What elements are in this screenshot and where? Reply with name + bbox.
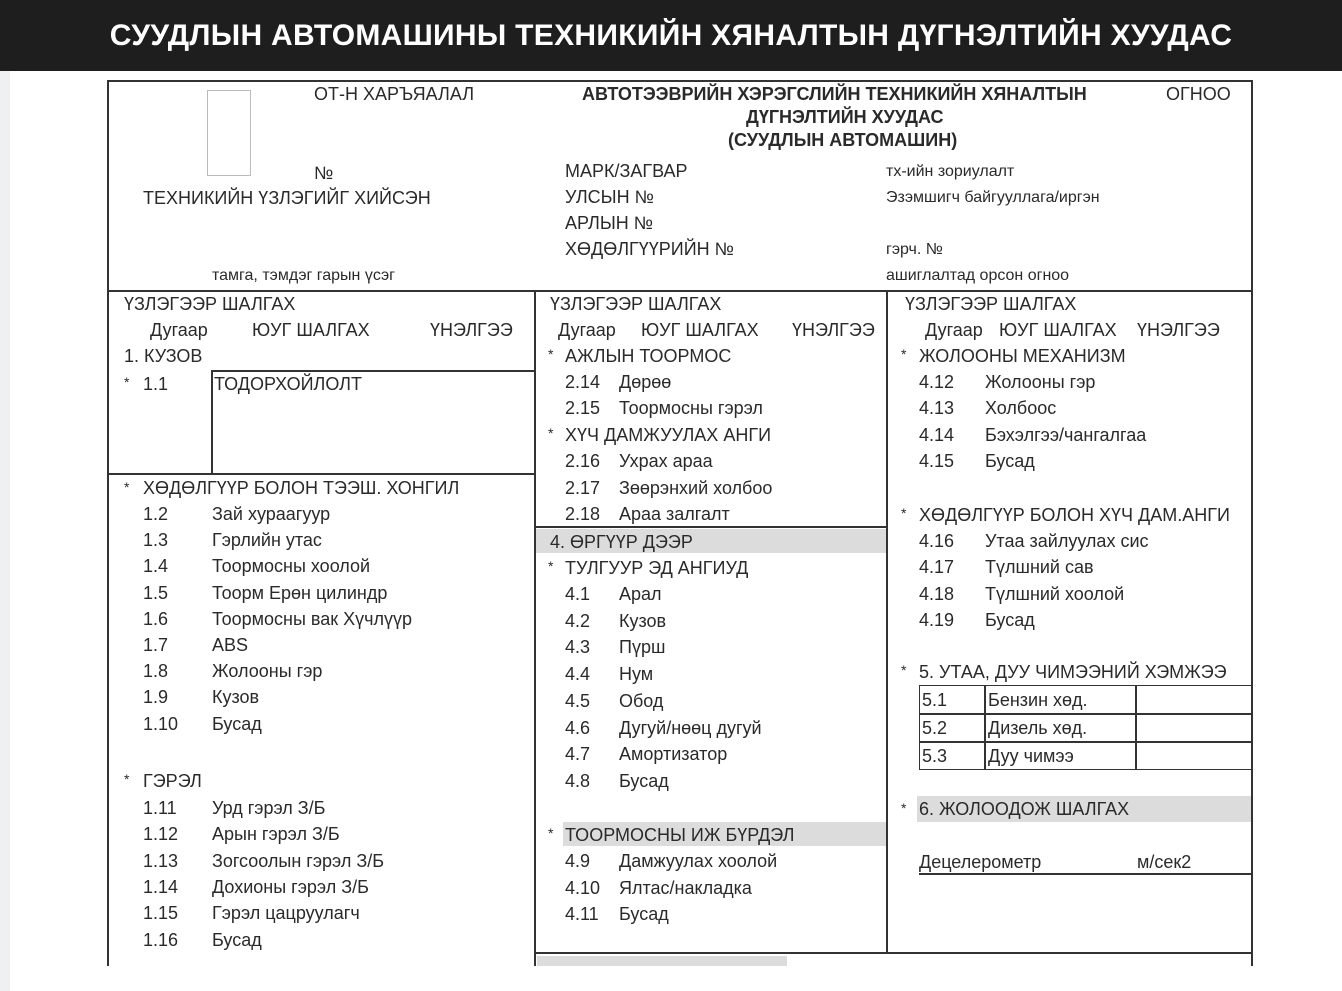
- section-engine-drive: ХӨДӨЛГҮҮР БОЛОН ХҮЧ ДАМ.АНГИ: [919, 505, 1230, 525]
- item-number: 4.14: [919, 424, 955, 445]
- item-number: 4.2: [565, 610, 591, 631]
- section-body: 1. КУЗОВ: [124, 346, 203, 366]
- item-number: 1.8: [143, 661, 169, 682]
- item-label: Кузов: [212, 687, 260, 708]
- star-1-1: *: [124, 374, 130, 390]
- inspected-by-label: ТЕХНИКИЙН ҮЗЛЭГИЙГ ХИЙСЭН: [143, 188, 431, 208]
- item-number: 1.11: [143, 798, 177, 818]
- engine-number-label: ХӨДӨЛГҮҮРИЙН №: [565, 239, 734, 259]
- item-label: Дөрөө: [619, 372, 672, 392]
- seal-label: тамга, тэмдэг гарын үсэг: [212, 267, 396, 284]
- col1-section-rule: [107, 473, 535, 475]
- item-label: Жолооны гэр: [212, 661, 323, 682]
- item-number: 1.16: [143, 929, 179, 950]
- item-label: ТОДОРХОЙЛОЛТ: [214, 374, 362, 394]
- item-number: 1.10: [143, 713, 179, 734]
- emissions-col-rule-1: [984, 685, 986, 770]
- item-label: Бензин хөд.: [988, 690, 1088, 710]
- date-label: ОГНОО: [1166, 84, 1231, 104]
- item-number: 2.15: [565, 398, 601, 418]
- item-number: 4.7: [565, 744, 591, 765]
- section-brake-system: ТООРМОСНЫ ИЖ БҮРДЭЛ: [565, 825, 795, 845]
- item-label: Бусад: [619, 770, 669, 791]
- star-engine-drive: *: [901, 505, 907, 521]
- decelerometer-rule: [919, 873, 1253, 875]
- col1-score-header: ҮНЭЛГЭЭ: [430, 320, 513, 340]
- star-emissions: *: [901, 662, 907, 678]
- star-parking: *: [548, 346, 554, 362]
- item-label: Ухрах араа: [619, 451, 713, 471]
- item-number: 4.9: [565, 851, 591, 871]
- plate-number-label: УЛСЫН №: [565, 187, 654, 207]
- col2-number-header: Дугаар: [558, 320, 616, 340]
- decelerometer-label: Децелерометр: [919, 852, 1042, 872]
- emissions-row-rule-2: [919, 741, 1253, 743]
- item-number: 1.14: [143, 876, 179, 897]
- item-label: Бусад: [619, 904, 669, 924]
- item-label: Тоормосны гэрэл: [619, 398, 763, 418]
- item-label: Кузов: [619, 610, 667, 631]
- item-number: 1.7: [143, 635, 169, 655]
- decelerometer-unit: м/сек2: [1137, 852, 1192, 872]
- col-divider-1: [534, 290, 536, 966]
- item-number: 2.18: [565, 504, 601, 524]
- form-right-border: [1251, 80, 1253, 966]
- col2-what-header: ЮУГ ШАЛГАХ: [641, 320, 759, 340]
- item-number: 1.3: [143, 530, 169, 551]
- star-lights: *: [124, 771, 130, 787]
- star-drive-test: *: [901, 800, 907, 816]
- item-label: Арал: [619, 584, 662, 604]
- item-label: ABS: [212, 635, 249, 655]
- item-label: Жолооны гэр: [985, 372, 1096, 392]
- item-label: Нум: [619, 664, 654, 685]
- item-number: 1.13: [143, 850, 179, 871]
- item-label: Зөөрэнхий холбоо: [619, 477, 773, 498]
- item-number: 1.2: [143, 504, 169, 524]
- section-transmission: ХҮЧ ДАМЖУУЛАХ АНГИ: [565, 425, 772, 445]
- item-number: 1.6: [143, 608, 169, 629]
- photo-placeholder: [207, 90, 251, 176]
- col-divider-2: [886, 290, 888, 954]
- item-label: Дамжуулах хоолой: [619, 851, 778, 871]
- item-number: 1.9: [143, 687, 169, 708]
- emissions-row-rule-1: [919, 713, 1253, 715]
- col2-bottom-rule: [534, 952, 1253, 954]
- form-left-border: [107, 80, 109, 966]
- item-label: Пүрш: [619, 637, 666, 658]
- item-label: Бусад: [212, 929, 262, 950]
- left-margin: [0, 71, 10, 991]
- item-label: Утаа зайлуулах сис: [985, 531, 1149, 551]
- form-title-line3: (СУУДЛЫН АВТОМАШИН): [728, 130, 958, 150]
- col3-number-header: Дугаар: [925, 320, 983, 340]
- item-label: Араа залгалт: [619, 504, 730, 524]
- item-number: 4.16: [919, 531, 955, 551]
- page-title: СУУДЛЫН АВТОМАШИНЫ ТЕХНИКИЙН ХЯНАЛТЫН ДҮГНЭЛТИЙН ХУУДАС: [0, 0, 1342, 71]
- item-number: 5.1: [922, 690, 948, 710]
- item-label: Бэхэлгээ/чангалгаа: [985, 424, 1147, 445]
- item-label: Тоормосны хоолой: [212, 556, 371, 577]
- star-brake: *: [548, 825, 554, 841]
- form-title-line2: ДҮГНЭЛТИЙН ХУУДАС: [746, 107, 944, 127]
- item-label: Түлшний сав: [985, 557, 1094, 578]
- item-number: 4.10: [565, 877, 601, 898]
- col1-number-header: Дугаар: [150, 320, 208, 340]
- chassis-number-label: АРЛЫН №: [565, 213, 654, 233]
- service-date-label: ашиглалтад орсон огноо: [886, 267, 1070, 284]
- number-label: №: [314, 163, 334, 183]
- section-parking-brake: АЖЛЫН ТООРМОС: [565, 346, 732, 366]
- item-label: Холбоос: [985, 398, 1057, 419]
- item-number: 1.5: [143, 582, 169, 603]
- bottom-shade: [537, 956, 787, 966]
- header-divider: [107, 290, 1253, 292]
- item-label: Зогсоолын гэрэл З/Б: [212, 850, 385, 871]
- item-label: Дугуй/нөөц дугуй: [619, 717, 762, 738]
- item-number: 1.15: [143, 903, 179, 924]
- item-label: Бусад: [985, 609, 1035, 630]
- item-number: 4.11: [565, 904, 599, 924]
- owner-label: Эзэмшигч байгууллага/иргэн: [886, 189, 1100, 206]
- section-engine: ХӨДӨЛГҮҮР БОЛОН ТЭЭШ. ХОНГИЛ: [143, 478, 460, 498]
- item-number: 4.18: [919, 583, 955, 604]
- make-model-label: МАРК/ЗАГВАР: [565, 161, 688, 181]
- star-steering: *: [901, 346, 907, 362]
- item-label: Гэрлийн утас: [212, 530, 322, 551]
- item-number: 5.3: [922, 746, 948, 766]
- col1-what-header: ЮУГ ШАЛГАХ: [252, 320, 370, 340]
- item-number: 2.16: [565, 451, 601, 471]
- item-label: Амортизатор: [619, 744, 728, 765]
- item-number: 2.14: [565, 372, 601, 392]
- item-number: 1.1: [143, 374, 169, 394]
- purpose-label: тх-ийн зориулалт: [886, 163, 1015, 180]
- col1-inner-rule: [211, 370, 213, 474]
- item-label: Бусад: [985, 450, 1035, 471]
- item-number: 4.5: [565, 690, 591, 711]
- item-label: Тоормосны вак Хүчлүүр: [212, 608, 413, 629]
- item-label: Дохионы гэрэл З/Б: [212, 876, 369, 897]
- section-emissions: 5. УТАА, ДУУ ЧИМЭЭНИЙ ХЭМЖЭЭ: [919, 662, 1227, 682]
- form-top-border: [107, 80, 1253, 82]
- item-number: 5.2: [922, 718, 948, 738]
- col3-score-header: ҮНЭЛГЭЭ: [1137, 320, 1220, 340]
- item-label: Зай хураагуур: [212, 504, 331, 524]
- item-number: 4.17: [919, 557, 955, 578]
- star-engine: *: [124, 479, 130, 495]
- section-lights: ГЭРЭЛ: [143, 771, 202, 791]
- certificate-number-label: гэрч. №: [886, 241, 943, 258]
- item-label: Обод: [619, 690, 664, 711]
- section-lift: 4. ӨРГҮҮР ДЭЭР: [550, 532, 693, 552]
- item-label: Түлшний хоолой: [985, 583, 1125, 604]
- item-number: 4.8: [565, 770, 591, 791]
- item-number: 1.4: [143, 556, 169, 577]
- col2-score-header: ҮНЭЛГЭЭ: [792, 320, 875, 340]
- col1-row-rule: [211, 370, 535, 372]
- item-label: Дуу чимээ: [988, 746, 1074, 766]
- item-number: 2.17: [565, 477, 601, 498]
- item-label: Гэрэл цацруулагч: [212, 903, 360, 924]
- item-label: Дизель хөд.: [988, 718, 1088, 738]
- item-label: Арын гэрэл З/Б: [212, 824, 340, 845]
- item-number: 4.19: [919, 609, 955, 630]
- item-number: 4.3: [565, 637, 591, 658]
- item-label: Бусад: [212, 713, 262, 734]
- col3-inspect-header: ҮЗЛЭГЭЭР ШАЛГАХ: [905, 294, 1077, 314]
- item-label: Урд гэрэл З/Б: [212, 798, 326, 818]
- item-number: 4.12: [919, 372, 955, 392]
- section-drive-test: 6. ЖОЛООДОЖ ШАЛГАХ: [919, 799, 1130, 819]
- item-number: 4.6: [565, 717, 591, 738]
- emissions-col-rule-2: [1135, 685, 1137, 770]
- col3-what-header: ЮУГ ШАЛГАХ: [999, 320, 1117, 340]
- form-title: АВТОТЭЭВРИЙН ХЭРЭГСЛИЙН ТЕХНИКИЙН ХЯНАЛТЫН: [582, 84, 1087, 104]
- item-label: Тоорм Ерөн цилиндр: [212, 582, 388, 603]
- item-number: 1.12: [143, 824, 179, 845]
- jurisdiction-label: ОТ-Н ХАРЪЯАЛАЛ: [314, 84, 475, 104]
- item-number: 4.15: [919, 450, 955, 471]
- star-transmission: *: [548, 425, 554, 441]
- item-number: 4.13: [919, 398, 955, 419]
- col2-inspect-header: ҮЗЛЭГЭЭР ШАЛГАХ: [550, 294, 722, 314]
- col2-lift-rule: [534, 526, 888, 528]
- item-label: Ялтас/накладка: [619, 877, 752, 898]
- section-chassis: ТУЛГУУР ЭД АНГИУД: [565, 558, 749, 578]
- item-number: 4.1: [565, 584, 591, 604]
- star-chassis: *: [548, 558, 554, 574]
- section-steering: ЖОЛООНЫ МЕХАНИЗМ: [919, 346, 1126, 366]
- col1-inspect-header: ҮЗЛЭГЭЭР ШАЛГАХ: [124, 294, 296, 314]
- item-number: 4.4: [565, 664, 591, 685]
